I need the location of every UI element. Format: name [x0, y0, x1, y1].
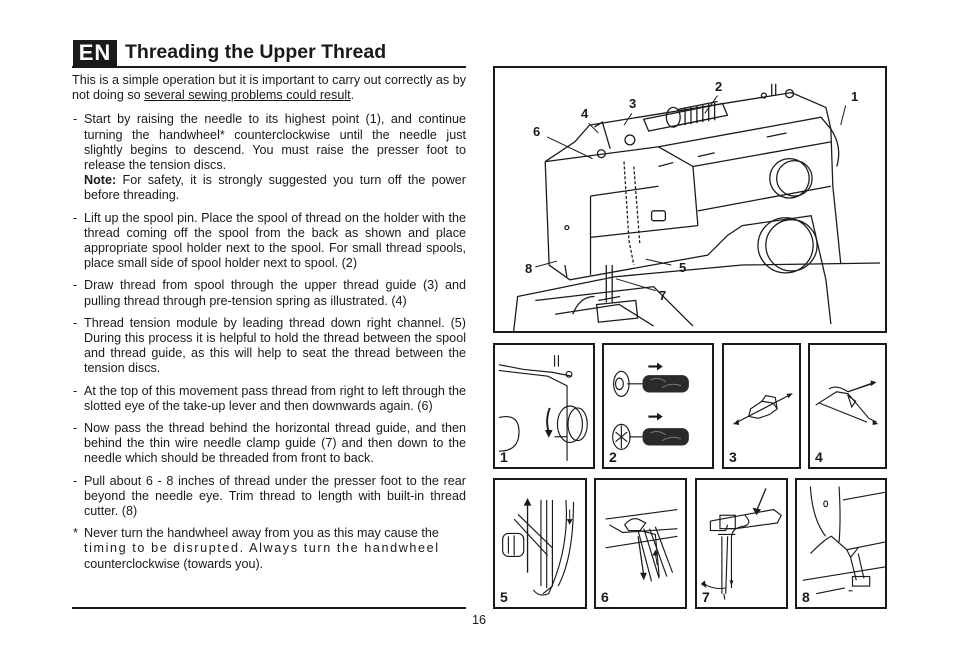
note-label: Note:	[84, 173, 117, 188]
footnote	[72, 526, 466, 572]
sewing-machine-illustration	[495, 68, 885, 331]
page-title: Threading the Upper Thread	[125, 41, 387, 63]
callout-5: 5	[679, 260, 687, 275]
detail-panel-6	[594, 478, 687, 609]
panel-label: 2	[609, 449, 617, 465]
callout-1: 1	[851, 89, 859, 104]
section-header	[72, 39, 466, 68]
intro-warning-underlined: several sewing problems could result	[144, 88, 351, 103]
callout-2: 2	[715, 79, 723, 94]
detail-panel-8	[795, 478, 887, 609]
footnote-line: timing to be disrupted. Always turn the handwheel	[84, 541, 440, 556]
spool-holders-illustration	[604, 345, 712, 467]
detail-panel-7	[695, 478, 788, 609]
footnote-line: Never turn the handwheel away from you as this may cause the	[84, 526, 439, 541]
tension-module-illustration	[495, 480, 585, 607]
step-text: Draw thread from spool through the upper thread guide (3) and pulling thread through pre-tension spring as illustrated. (4)	[84, 278, 466, 308]
handwheel-rotation-illustration	[495, 345, 593, 467]
asterisk-mark: *	[73, 526, 78, 541]
step-text: Start by raising the needle to its highest point (1), and continue turning the handwheel* counterclockwise until the needle just slightly begins to descend. You must raise the presser foot to release the tension discs.	[84, 112, 466, 173]
panel-label: 4	[815, 449, 823, 465]
callout-6: 6	[533, 124, 541, 139]
step-7	[72, 474, 466, 520]
callout-7: 7	[659, 288, 667, 303]
detail-panel-2	[602, 343, 714, 469]
panel-label: 5	[500, 589, 508, 605]
detail-panel-1	[493, 343, 595, 469]
panel-label: 6	[601, 589, 609, 605]
page-number: 16	[472, 613, 487, 627]
callout-3: 3	[629, 96, 637, 111]
step-5	[72, 384, 466, 414]
callout-4: 4	[581, 106, 589, 121]
needle-threading-illustration	[697, 480, 786, 607]
panel-label: 3	[729, 449, 737, 465]
detail-panel-5	[493, 478, 587, 609]
detail-panel-4	[808, 343, 887, 469]
instructions	[72, 73, 466, 572]
panel-label: 7	[702, 589, 710, 605]
intro-paragraph	[72, 73, 466, 103]
step-text: Now pass the thread behind the horizontal thread guide, and then behind the thin wire needle clamp guide (7) and then down to the needle which should be threaded from front to back.	[84, 421, 466, 466]
take-up-lever-illustration	[596, 480, 685, 607]
detail-panel-3	[722, 343, 801, 469]
intro-period: .	[350, 88, 355, 103]
callout-8: 8	[525, 261, 533, 276]
thread-cutter-illustration	[797, 480, 885, 607]
intro-text: This is a simple operation but it is important to carry out correctly as by not doing so	[72, 73, 466, 103]
step-2	[72, 211, 466, 272]
step-text: At the top of this movement pass thread from right to left through the slotted eye of the take-up lever and then downwards again. (6)	[84, 383, 466, 413]
step-6	[72, 421, 466, 467]
step-4	[72, 316, 466, 377]
step-text: Thread tension module by leading thread down right channel. (5) During this process it is helpful to hold the thread between the spool and thread guide, as this will help to seat the thread between the tension discs.	[84, 315, 466, 376]
note-text: For safety, it is strongly suggested you turn off the power before threading.	[84, 173, 466, 203]
panel-label: 8	[802, 589, 810, 605]
bottom-divider	[72, 607, 466, 609]
step-3	[72, 278, 466, 308]
main-sewing-machine-figure	[493, 66, 887, 333]
step-1	[72, 112, 466, 203]
step-text: Lift up the spool pin. Place the spool of thread on the holder with the thread coming off the spool from the back as shown and place appropriate spool holder next to the spool. For small thread spools, place small side of spool holder next to spool. (2)	[84, 210, 466, 271]
panel-label: 1	[500, 449, 508, 465]
step-text: Pull about 6 - 8 inches of thread under the presser foot to the rear beyond the needle eye. Trim thread to length with built-in thread cutter. (8)	[84, 473, 466, 519]
language-badge: EN	[73, 40, 117, 66]
footnote-line: counterclockwise (towards you).	[84, 556, 264, 571]
